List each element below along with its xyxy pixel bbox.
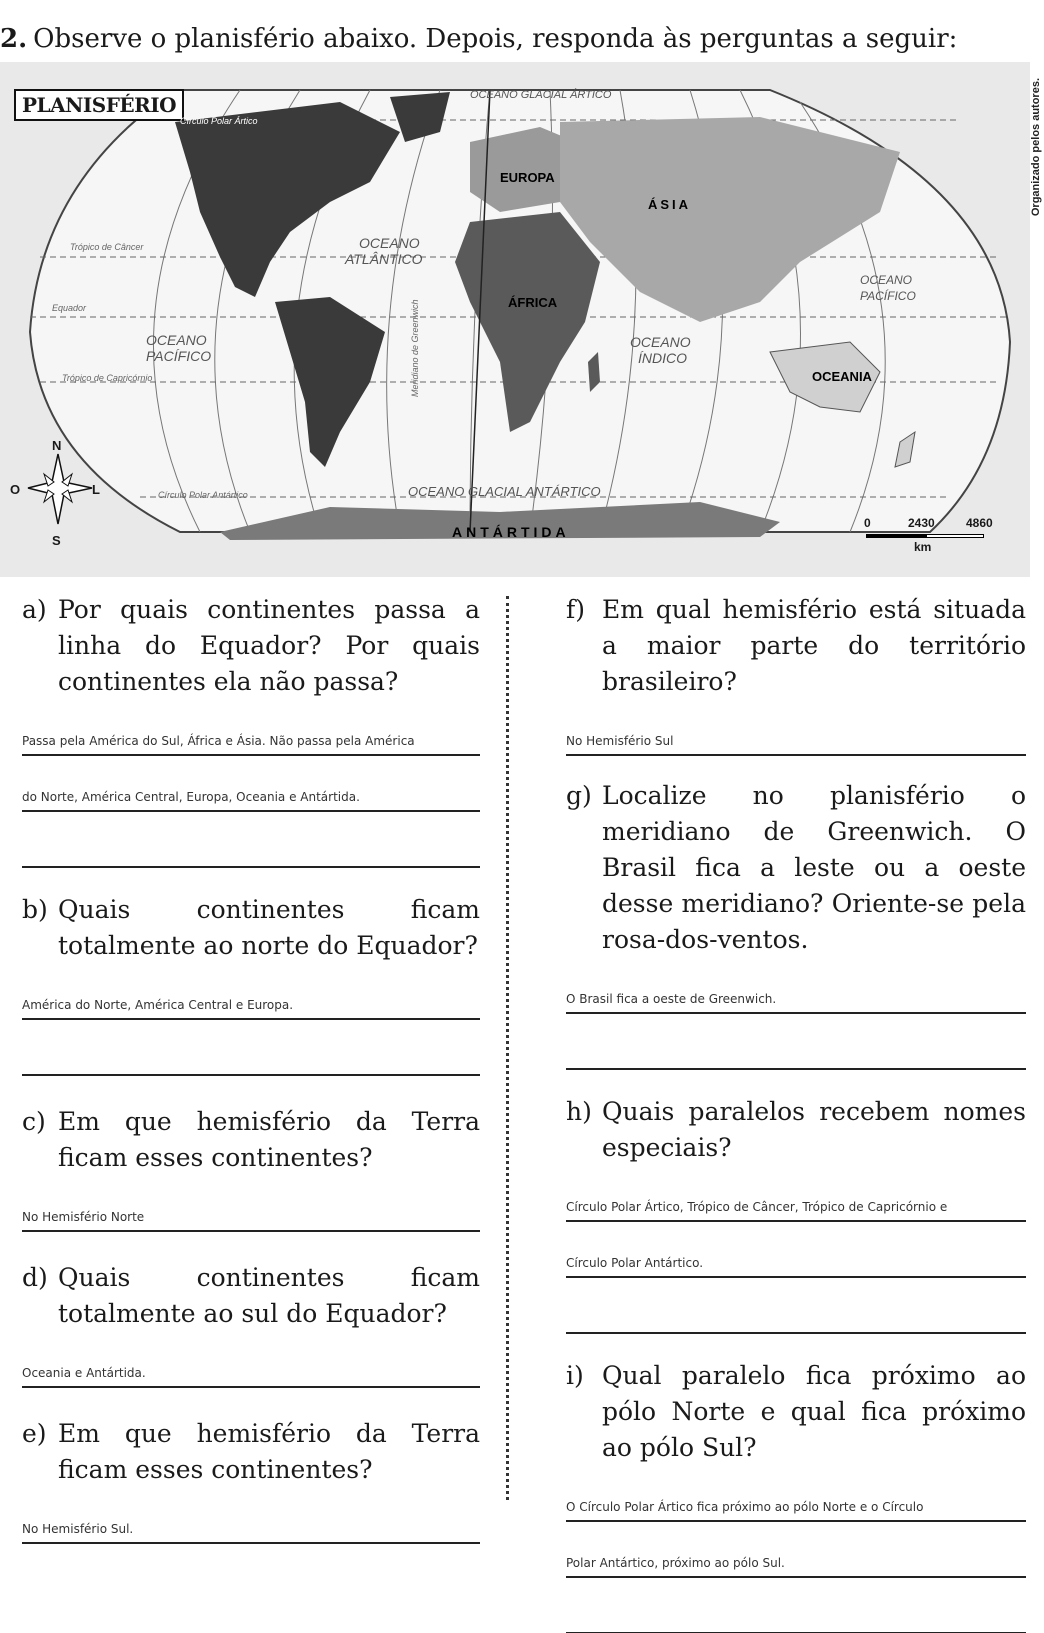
answer-h-1: Círculo Polar Ártico, Trópico de Câncer, Trópico de Capricórnio e — [566, 1200, 948, 1214]
question-d-letter: d) — [22, 1263, 48, 1292]
question-i-body: Qual paralelo fica próximo ao pólo Norte e qual fica próximo ao pólo Sul? — [602, 1361, 1026, 1462]
answer-line[interactable] — [22, 812, 480, 868]
question-i — [566, 1358, 1026, 1633]
question-a — [22, 592, 480, 868]
compass-east: L — [92, 482, 100, 497]
label-arctic-circle: Círculo Polar Ártico — [180, 116, 258, 126]
question-b-text — [22, 892, 480, 964]
question-e-body: Em que hemisfério da Terra ficam esses continentes? — [58, 1419, 480, 1484]
answer-line[interactable] — [22, 964, 480, 1020]
pacific-east-line-2: PACÍFICO — [860, 289, 916, 303]
label-europe: EUROPA — [500, 170, 555, 185]
answer-f-1: No Hemisfério Sul — [566, 734, 674, 748]
map-credit: Organizado pelos autores. — [1030, 78, 1042, 217]
question-e-letter: e) — [22, 1419, 47, 1448]
answer-a-1: Passa pela América do Sul, África e Ásia. Não passa pela América — [22, 734, 415, 748]
atlantic-line-2: ATLÂNTICO — [345, 251, 423, 267]
question-c — [22, 1104, 480, 1232]
label-antarctic-circle: Círculo Polar Antártico — [158, 490, 248, 500]
answer-line[interactable] — [566, 1522, 1026, 1578]
label-antarctic-ocean: OCEANO GLACIAL ANTÁRTICO — [408, 484, 601, 499]
question-f-text — [566, 592, 1026, 700]
answer-line[interactable] — [566, 1278, 1026, 1334]
label-greenwich-meridian: Meridiano de Greenwich — [410, 299, 420, 397]
scale-unit: km — [914, 540, 932, 554]
atlantic-line-1: OCEANO — [359, 235, 420, 251]
answer-i-2: Polar Antártico, próximo ao pólo Sul. — [566, 1556, 785, 1570]
map-title-badge: PLANISFÉRIO — [14, 89, 184, 121]
question-h-letter: h) — [566, 1097, 592, 1126]
questions-left-column — [22, 592, 480, 1544]
exercise-instruction — [0, 24, 957, 54]
question-h — [566, 1094, 1026, 1334]
label-pacific-ocean-west — [146, 332, 211, 364]
indian-line-1: OCEANO — [630, 334, 691, 350]
label-atlantic-ocean — [345, 235, 423, 267]
answer-line[interactable] — [22, 700, 480, 756]
question-d-body: Quais continentes ficam totalmente ao sul do Equador? — [58, 1263, 480, 1328]
map-scale — [862, 516, 1012, 566]
answer-line[interactable] — [22, 1020, 480, 1076]
compass-rose — [0, 440, 110, 550]
answer-h-2: Círculo Polar Antártico. — [566, 1256, 704, 1270]
scale-bar-dark — [866, 534, 926, 538]
answer-e-1: No Hemisfério Sul. — [22, 1522, 134, 1536]
pacific-west-line-1: OCEANO — [146, 332, 207, 348]
pacific-east-line-1: OCEANO — [860, 273, 913, 287]
question-b — [22, 892, 480, 1076]
label-africa: ÁFRICA — [508, 295, 558, 310]
answer-a-2: do Norte, América Central, Europa, Oceania e Antártida. — [22, 790, 360, 804]
question-b-letter: b) — [22, 895, 48, 924]
question-g-body: Localize no planisfério o meridiano de Greenwich. O Brasil fica a leste ou a oeste desse meridiano? Oriente-se pela rosa-dos-ventos. — [602, 781, 1026, 954]
answer-line[interactable] — [566, 1466, 1026, 1522]
answer-d-1: Oceania e Antártida. — [22, 1366, 146, 1380]
compass-north: N — [52, 438, 62, 453]
question-i-letter: i) — [566, 1361, 584, 1390]
answer-line[interactable] — [566, 1578, 1026, 1633]
question-e — [22, 1416, 480, 1544]
question-g-letter: g) — [566, 781, 592, 810]
question-f-letter: f) — [566, 595, 586, 624]
answer-line[interactable] — [566, 700, 1026, 756]
question-a-text — [22, 592, 480, 700]
question-g-text — [566, 778, 1026, 958]
answer-line[interactable] — [22, 1176, 480, 1232]
answer-line[interactable] — [566, 1014, 1026, 1070]
answer-line[interactable] — [566, 1166, 1026, 1222]
question-f — [566, 592, 1026, 756]
question-i-text — [566, 1358, 1026, 1466]
question-c-body: Em que hemisfério da Terra ficam esses continentes? — [58, 1107, 480, 1172]
instruction-text: Observe o planisfério abaixo. Depois, responda às perguntas a seguir: — [33, 24, 958, 54]
question-b-body: Quais continentes ficam totalmente ao norte do Equador? — [58, 895, 480, 960]
questions-right-column — [566, 592, 1026, 1633]
answer-line[interactable] — [566, 1222, 1026, 1278]
answer-g-1: O Brasil fica a oeste de Greenwich. — [566, 992, 777, 1006]
label-arctic-ocean: OCEANO GLACIAL ÁRTICO — [470, 89, 612, 101]
scale-zero: 0 — [864, 516, 871, 530]
scale-mid: 2430 — [908, 516, 935, 530]
pacific-west-line-2: PACÍFICO — [146, 348, 212, 364]
answer-b-1: América do Norte, América Central e Europa. — [22, 998, 294, 1012]
label-antarctica: ANTÁRTIDA — [452, 524, 570, 540]
question-d-text — [22, 1260, 480, 1332]
scale-bar-light — [926, 534, 984, 538]
question-d — [22, 1260, 480, 1388]
question-c-letter: c) — [22, 1107, 46, 1136]
compass-west: O — [10, 482, 21, 497]
world-map — [0, 62, 1030, 577]
answer-line[interactable] — [566, 958, 1026, 1014]
exercise-number: 2. — [0, 24, 28, 54]
label-tropic-capricorn: Trópico de Capricórnio — [62, 373, 153, 383]
answer-i-1: O Círculo Polar Ártico fica próximo ao pólo Norte e o Círculo — [566, 1500, 924, 1514]
answer-line[interactable] — [22, 1332, 480, 1388]
question-h-body: Quais paralelos recebem nomes especiais? — [602, 1097, 1026, 1162]
question-e-text — [22, 1416, 480, 1488]
compass-south: S — [52, 533, 61, 548]
label-tropic-cancer: Trópico de Câncer — [70, 242, 144, 252]
question-a-letter: a) — [22, 595, 47, 624]
question-a-body: Por quais continentes passa a linha do Equador? Por quais continentes ela não passa? — [58, 595, 480, 696]
question-h-text — [566, 1094, 1026, 1166]
label-oceania: OCEANIA — [812, 369, 872, 384]
label-indian-ocean — [630, 334, 691, 366]
question-f-body: Em qual hemisfério está situada a maior parte do território brasileiro? — [602, 595, 1026, 696]
scale-max: 4860 — [966, 516, 993, 530]
answer-line[interactable] — [22, 756, 480, 812]
answer-c-1: No Hemisfério Norte — [22, 1210, 145, 1224]
column-divider — [506, 596, 509, 1500]
label-pacific-ocean-east — [860, 272, 916, 304]
question-g — [566, 778, 1026, 1070]
indian-line-2: ÍNDICO — [638, 350, 687, 366]
label-asia: ÁSIA — [648, 197, 692, 212]
label-equator: Equador — [52, 303, 87, 313]
question-c-text — [22, 1104, 480, 1176]
answer-line[interactable] — [22, 1488, 480, 1544]
